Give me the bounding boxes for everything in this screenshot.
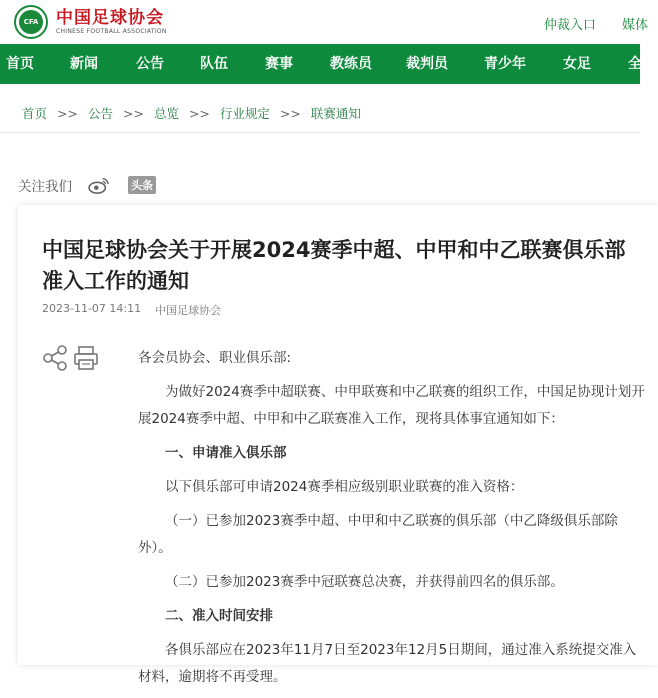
paragraph: 各俱乐部应在2023年11月7日至2023年12月5日期间，通过准入系统提交准入材料，逾期将不再受理。	[138, 642, 637, 685]
top-bar	[0, 0, 648, 44]
breadcrumb-home[interactable]: 首页	[22, 106, 48, 121]
article-tools	[42, 345, 99, 399]
arbitration-link[interactable]: 仲裁入口	[543, 18, 596, 33]
nav-item-notices[interactable]: 公告	[136, 56, 164, 72]
breadcrumb-regulations[interactable]: 行业规定	[219, 106, 270, 121]
nav-item-more[interactable]: 全	[628, 56, 642, 72]
divider	[0, 132, 640, 133]
nav-item-news[interactable]: 新闻	[70, 56, 98, 72]
logo-badge-text: CFA	[19, 10, 43, 34]
nav-item-teams[interactable]: 队伍	[200, 56, 228, 72]
section-heading: 二、准入时间安排	[165, 608, 273, 624]
paragraph: （二）已参加2023赛季中冠联赛总决赛，并获得前四名的俱乐部。	[165, 574, 564, 590]
site-logo[interactable]	[14, 5, 167, 39]
nav-item-coaches[interactable]: 教练员	[330, 56, 372, 72]
paragraph: （一）已参加2023赛季中超、中甲和中乙联赛的俱乐部（中乙降级俱乐部除外）。	[138, 513, 618, 556]
article-card	[18, 205, 658, 685]
breadcrumb-separator: >>	[57, 105, 78, 121]
top-links	[544, 14, 648, 33]
greeting: 各会员协会、职业俱乐部:	[138, 350, 292, 366]
main-nav	[0, 44, 640, 84]
share-icon[interactable]	[42, 345, 68, 371]
article-date: 2023-11-07 14:11	[42, 302, 142, 315]
nav-item-womens[interactable]: 女足	[563, 56, 591, 72]
logo-title-cn: 中国足球协会	[56, 8, 164, 28]
breadcrumb	[22, 104, 361, 122]
nav-item-home[interactable]: 首页	[6, 56, 34, 72]
breadcrumb-separator: >>	[279, 105, 301, 121]
nav-item-referees[interactable]: 裁判员	[406, 56, 448, 72]
weibo-icon[interactable]	[88, 176, 110, 194]
logo-title-en: CHINESE FOOTBALL ASSOCIATION	[56, 28, 167, 35]
nav-item-events[interactable]: 赛事	[265, 56, 293, 72]
article-meta	[42, 302, 221, 318]
article-title: 中国足球协会关于开展2024赛季中超、中甲和中乙联赛俱乐部准入工作的通知	[42, 238, 626, 293]
follow-label: 关注我们	[18, 179, 72, 195]
section-heading: 一、申请准入俱乐部	[165, 445, 287, 461]
intro-paragraph: 为做好2024赛季中超联赛、中甲联赛和中乙联赛的组织工作，中国足协现计划开展2024赛季中超、中甲和中乙联赛准入工作，现将具体事宜通知如下：	[138, 384, 645, 427]
paragraph: 以下俱乐部可申请2024赛季相应级别职业联赛的准入资格：	[165, 479, 524, 495]
media-link[interactable]: 媒体	[621, 18, 648, 33]
toutiao-icon[interactable]: 头条	[128, 176, 156, 194]
breadcrumb-league-notices[interactable]: 联赛通知	[310, 106, 361, 121]
breadcrumb-separator: >>	[188, 105, 210, 121]
breadcrumb-notices[interactable]: 公告	[87, 106, 113, 121]
article-body	[138, 345, 648, 698]
article-source: 中国足球协会	[155, 304, 222, 317]
breadcrumb-separator: >>	[122, 105, 144, 121]
breadcrumb-overview[interactable]: 总览	[153, 106, 179, 121]
follow-us	[18, 175, 156, 195]
logo-text	[56, 8, 167, 36]
cfa-badge-icon	[14, 5, 48, 39]
print-icon[interactable]	[73, 345, 99, 371]
nav-item-youth[interactable]: 青少年	[484, 56, 526, 72]
